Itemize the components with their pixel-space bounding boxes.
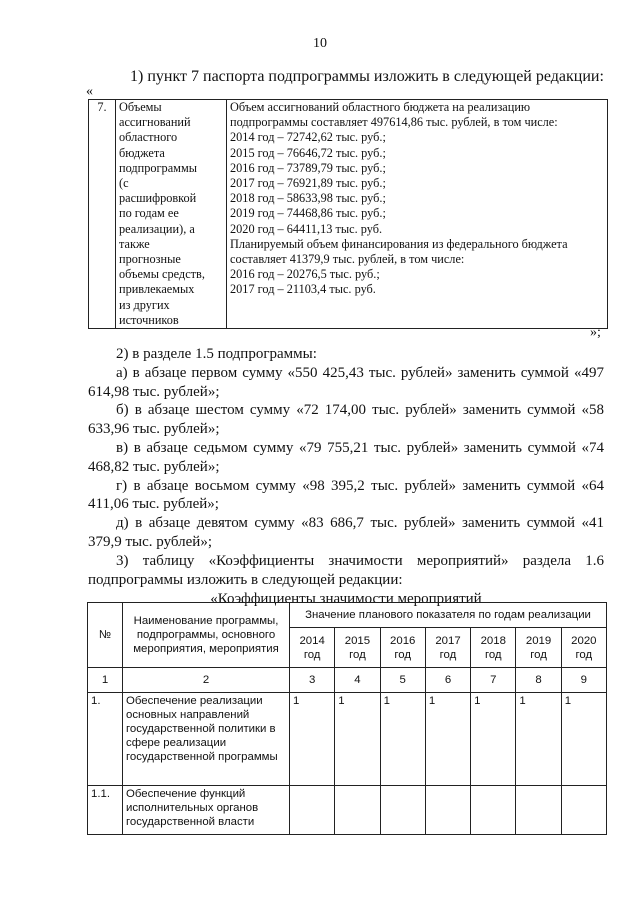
passport-label-line: (с [119,176,129,191]
column-numbers-row [88,668,607,693]
passport-content [227,100,608,329]
passport-content-line: 2020 год – 64411,13 тыс. руб. [230,221,383,236]
column-number: 8 [516,668,561,693]
passport-table [88,99,608,329]
row-value: 1 [380,693,425,786]
year-header: 2014 год [290,628,335,668]
year-header: 2017 год [425,628,470,668]
passport-label-line: источников [119,312,179,327]
passport-row [89,100,608,329]
passport-label-line: из других [119,297,170,312]
column-number: 7 [471,668,516,693]
passport-content-line: 2016 год – 73789,79 тыс. руб.; [230,160,386,175]
passport-label-line: расшифровкой [119,191,197,206]
column-number: 5 [380,668,425,693]
item2-v: в) в абзаце седьмом сумму «79 755,21 тыс. рублей» заменить суммой «74 468,82 тыс. рублей»; [88,439,604,475]
row-value [335,786,380,835]
passport-label-line: по годам ее [119,206,179,221]
column-number: 1 [88,668,123,693]
row-value: 1 [561,693,606,786]
row-value: 1 [516,693,561,786]
column-number: 4 [335,668,380,693]
passport-number: 7. [89,100,116,329]
row-number: 1. [88,693,123,786]
coefficients-table [87,602,607,835]
row-name: Обеспечение функций исполнительных органов государственной власти [123,786,290,835]
row-value: 1 [290,693,335,786]
passport-label-line: прогнозные [119,252,181,267]
passport-content-line: 2018 год – 58633,98 тыс. руб.; [230,191,386,206]
column-number: 3 [290,668,335,693]
passport-label-line: объемы средств, [119,267,205,282]
row-value [516,786,561,835]
passport-content-line: подпрограммы составляет 497614,86 тыс. рублей, в том числе: [230,115,558,130]
item2-a: а) в абзаце первом сумму «550 425,43 тыс. рублей» заменить суммой «497 614,98 тыс. рублей»; [88,364,604,400]
column-number: 2 [123,668,290,693]
passport-content-line: Планируемый объем финансирования из федерального бюджета [230,236,568,251]
passport-content-line: 2014 год – 72742,62 тыс. руб.; [230,130,386,145]
passport-content-line: 2015 год – 76646,72 тыс. руб.; [230,145,386,160]
passport-content-line: 2016 год – 20276,5 тыс. руб.; [230,267,380,282]
quote-open: « [86,84,93,99]
passport-content-line: Объем ассигнований областного бюджета на реализацию [230,100,531,114]
row-value [425,786,470,835]
year-header: 2020 год [561,628,606,668]
header-name: Наименование программы, подпрограммы, основного мероприятия, мероприятия [123,603,290,668]
row-value [380,786,425,835]
row-value [561,786,606,835]
year-header: 2018 год [471,628,516,668]
amendments-text [88,345,604,609]
year-header: 2015 год [335,628,380,668]
passport-label-line: также [119,236,150,251]
header-row [88,603,607,628]
passport-content-line: 2017 год – 21103,4 тыс. руб. [230,282,376,297]
row-value: 1 [425,693,470,786]
passport-content-line: 2017 год – 76921,89 тыс. руб.; [230,176,386,191]
item2-b: б) в абзаце шестом сумму «72 174,00 тыс. рублей» заменить суммой «58 633,96 тыс. рублей»; [88,402,604,438]
item2-intro: 2) в разделе 1.5 подпрограммы: [116,346,317,362]
table-row [88,786,607,835]
table-row [88,693,607,786]
passport-label-line: привлекаемых [119,282,195,297]
row-value [290,786,335,835]
passport-content-line: составляет 41379,9 тыс. рублей, в том числе: [230,252,465,267]
year-header: 2019 год [516,628,561,668]
item2-d: д) в абзаце девятом сумму «83 686,7 тыс. рублей» заменить суммой «41 379,9 тыс. рублей»; [88,515,604,550]
passport-label [116,100,227,329]
quote-close: »; [590,325,601,340]
row-number: 1.1. [88,786,123,835]
column-number: 6 [425,668,470,693]
item3: 3) таблицу «Коэффициенты значимости мероприятий» раздела 1.6 подпрограммы изложить в следующей редакции: [88,552,604,588]
passport-label-line: областного [119,130,178,145]
passport-label-line: реализации), а [119,221,195,236]
passport-label-line: подпрограммы [119,160,197,175]
passport-label-line: Объемы [119,100,162,114]
page-number: 10 [313,36,327,51]
header-group: Значение планового показателя по годам реализации [290,603,607,628]
table-title: «Коэффициенты значимости мероприятий [210,591,482,608]
year-header: 2016 год [380,628,425,668]
passport-label-line: ассигнований [119,115,191,130]
row-name: Обеспечение реализации основных направлений государственной политики в сфере реализации государственной программы [123,693,290,786]
item1-intro: 1) пункт 7 паспорта подпрограммы изложить в следующей редакции: [130,68,604,85]
row-value [471,786,516,835]
passport-label-line: бюджета [119,145,165,160]
header-number: № [88,603,123,668]
item2-g: г) в абзаце восьмом сумму «98 395,2 тыс. рублей» заменить суммой «64 411,06 тыс. рублей»; [88,477,604,513]
row-value: 1 [335,693,380,786]
column-number: 9 [561,668,606,693]
passport-content-line: 2019 год – 74468,86 тыс. руб.; [230,206,386,221]
row-value: 1 [471,693,516,786]
